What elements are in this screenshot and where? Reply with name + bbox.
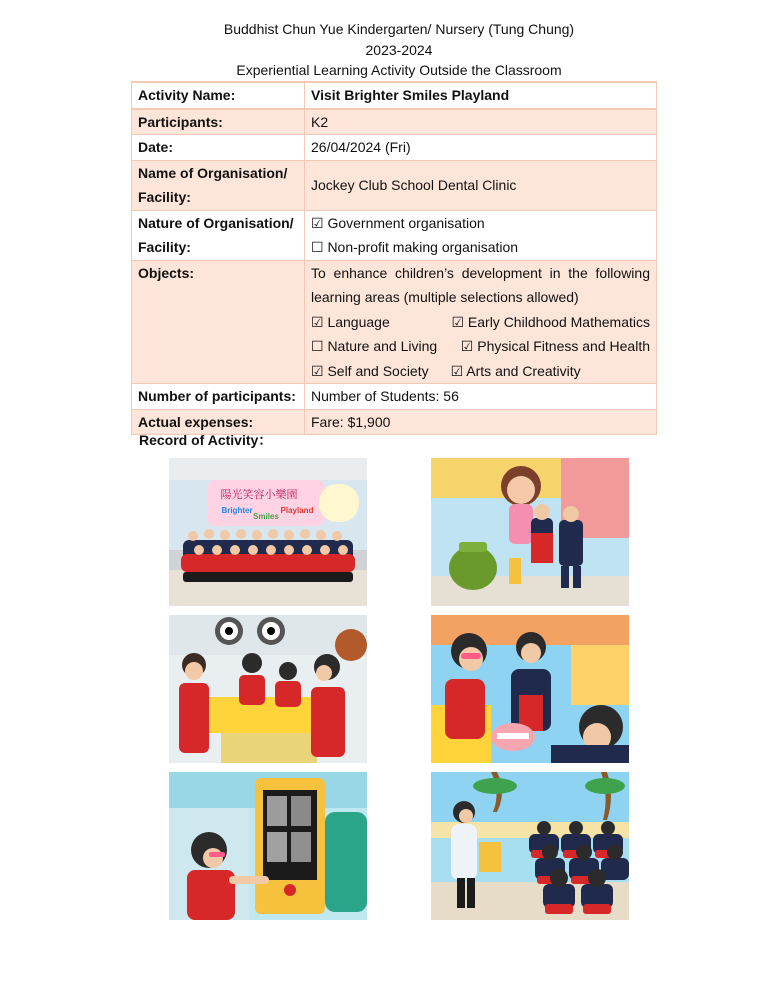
- label-organisation-line2: Facility:: [138, 189, 191, 205]
- row-participants: [132, 109, 657, 135]
- row-date: [132, 135, 657, 161]
- photo-mascot: [431, 458, 629, 606]
- nature-option-nonprofit: ☐ Non-profit making organisation: [311, 239, 519, 255]
- area-physical-fitness: ☑ Physical Fitness and Health: [460, 338, 650, 354]
- label-nature-line2: Facility:: [138, 239, 191, 255]
- label-nature: [132, 210, 305, 260]
- sign-text-cn: 陽光笑容小樂園: [220, 488, 298, 501]
- label-organisation-line1: Name of Organisation/: [138, 164, 288, 181]
- label-nature-line1: Nature of Organisation/: [138, 214, 294, 231]
- area-nature-living: ☐ Nature and Living: [311, 338, 438, 354]
- value-organisation: Jockey Club School Dental Clinic: [305, 160, 657, 210]
- photo-table-activity: [169, 615, 367, 763]
- value-participants: K2: [305, 109, 657, 135]
- row-objects: [132, 260, 657, 384]
- label-expenses: Actual expenses:: [132, 409, 305, 435]
- label-activity-name: Activity Name:: [132, 82, 305, 109]
- area-self-society: ☑ Self and Society: [311, 362, 429, 379]
- photo-xray: [169, 772, 367, 920]
- label-organisation: [132, 160, 305, 210]
- sign-text-en-3: Playland: [280, 506, 314, 515]
- photo-teacher-talk: [431, 772, 629, 920]
- area-mathematics: ☑ Early Childhood Mathematics: [451, 313, 650, 330]
- row-organisation: [132, 160, 657, 210]
- area-language: ☑ Language: [311, 313, 390, 330]
- value-nature: [305, 210, 657, 260]
- document-header: [0, 19, 768, 81]
- value-objects: [305, 260, 657, 384]
- value-expenses: Fare: $1,900: [305, 409, 657, 435]
- row-nature: [132, 210, 657, 260]
- row-activity-name: [132, 82, 657, 109]
- photo-group: [169, 458, 367, 606]
- label-number: Number of participants:: [132, 384, 305, 410]
- nature-option-government: ☑ Government organisation: [311, 214, 485, 231]
- objects-intro-line1: To enhance children’s development in the following: [311, 264, 650, 281]
- label-objects: Objects:: [132, 260, 305, 384]
- sign-text-en-1: Brighter: [221, 506, 253, 515]
- sign-text-en-2: Smiles: [253, 512, 279, 521]
- row-number: [132, 384, 657, 410]
- objects-intro-line2: learning areas (multiple selections allowed): [311, 289, 579, 305]
- record-of-activity-label: Record of Activity：: [139, 432, 273, 448]
- objects-areas-row3: [311, 359, 650, 384]
- photo-dental-model: [431, 615, 629, 763]
- activity-info-table: [131, 81, 657, 435]
- value-activity-name: Visit Brighter Smiles Playland: [305, 82, 657, 109]
- document-subtitle: Experiential Learning Activity Outside the Classroom: [236, 62, 562, 78]
- label-date: Date:: [132, 135, 305, 161]
- objects-areas-row2: [311, 334, 650, 359]
- school-year: 2023-2024: [365, 41, 433, 58]
- area-arts-creativity: ☑ Arts and Creativity: [450, 362, 581, 379]
- value-number: Number of Students: 56: [305, 384, 657, 410]
- value-date: 26/04/2024 (Fri): [305, 135, 657, 161]
- school-name: Buddhist Chun Yue Kindergarten/ Nursery (Tung Chung): [223, 21, 575, 37]
- objects-areas-row1: [311, 310, 650, 335]
- label-participants: Participants:: [132, 109, 305, 135]
